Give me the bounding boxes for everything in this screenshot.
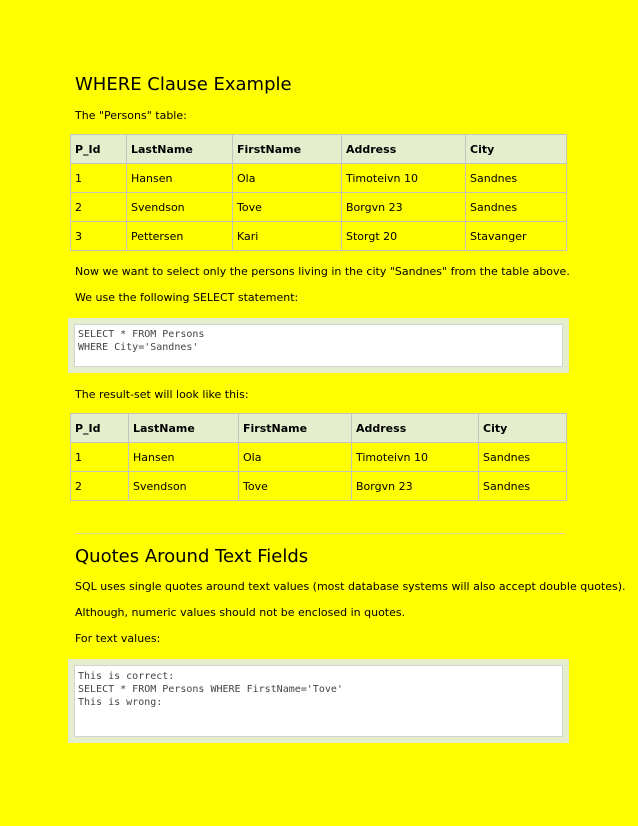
table-cell: Pettersen [127,222,233,251]
code-line: SELECT * FROM Persons WHERE FirstName='Tove' [78,684,343,695]
table-cell: 3 [71,222,127,251]
table-cell: Timoteivn 10 [342,164,466,193]
table-cell: 1 [71,443,129,472]
table-cell: Hansen [129,443,239,472]
code-block [74,324,563,367]
table-cell: Sandnes [479,443,567,472]
table-cell: Borgvn 23 [352,472,479,501]
table-cell: 2 [71,193,127,222]
result-table [70,413,567,501]
table-cell: Sandnes [466,164,567,193]
table-row [71,164,567,193]
paragraph: Although, numeric values should not be enclosed in quotes. [75,606,406,619]
section-divider [75,533,565,534]
table-cell: Ola [239,443,352,472]
table-cell: Hansen [127,164,233,193]
table-header-row [71,414,567,443]
paragraph: For text values: [75,632,161,645]
table-cell: 1 [71,164,127,193]
table-cell: Svendson [127,193,233,222]
section-heading-quotes: Quotes Around Text Fields [75,546,309,567]
persons-table-intro: The "Persons" table: [75,109,187,122]
table-row [71,193,567,222]
column-header: Address [342,135,466,164]
table-row [71,222,567,251]
table-row [71,443,567,472]
table-row [71,472,567,501]
code-example-box [68,318,569,373]
code-example-box [68,659,569,743]
column-header: P_Id [71,135,127,164]
column-header: City [466,135,567,164]
column-header: FirstName [239,414,352,443]
paragraph: We use the following SELECT statement: [75,291,299,304]
table-header-row [71,135,567,164]
code-line: This is wrong: [78,697,163,708]
table-cell: Sandnes [479,472,567,501]
code-line: SELECT * FROM Persons [78,329,205,340]
result-set-intro: The result-set will look like this: [75,388,249,401]
table-cell: Sandnes [466,193,567,222]
column-header: LastName [127,135,233,164]
code-line: WHERE City='Sandnes' [78,342,199,353]
persons-table [70,134,567,251]
table-cell: Ola [233,164,342,193]
paragraph: Now we want to select only the persons living in the city "Sandnes" from the table above. [75,265,570,278]
table-cell: Timoteivn 10 [352,443,479,472]
column-header: Address [352,414,479,443]
column-header: City [479,414,567,443]
paragraph: SQL uses single quotes around text values (most database systems will also accept double quotes). [75,580,626,593]
table-cell: Svendson [129,472,239,501]
table-cell: Stavanger [466,222,567,251]
section-heading-where: WHERE Clause Example [75,74,292,95]
table-cell: Tove [239,472,352,501]
table-cell: Borgvn 23 [342,193,466,222]
code-line: This is correct: [78,671,175,682]
column-header: LastName [129,414,239,443]
code-block [74,665,563,737]
table-cell: 2 [71,472,129,501]
table-cell: Storgt 20 [342,222,466,251]
column-header: P_Id [71,414,129,443]
column-header: FirstName [233,135,342,164]
table-cell: Tove [233,193,342,222]
table-cell: Kari [233,222,342,251]
